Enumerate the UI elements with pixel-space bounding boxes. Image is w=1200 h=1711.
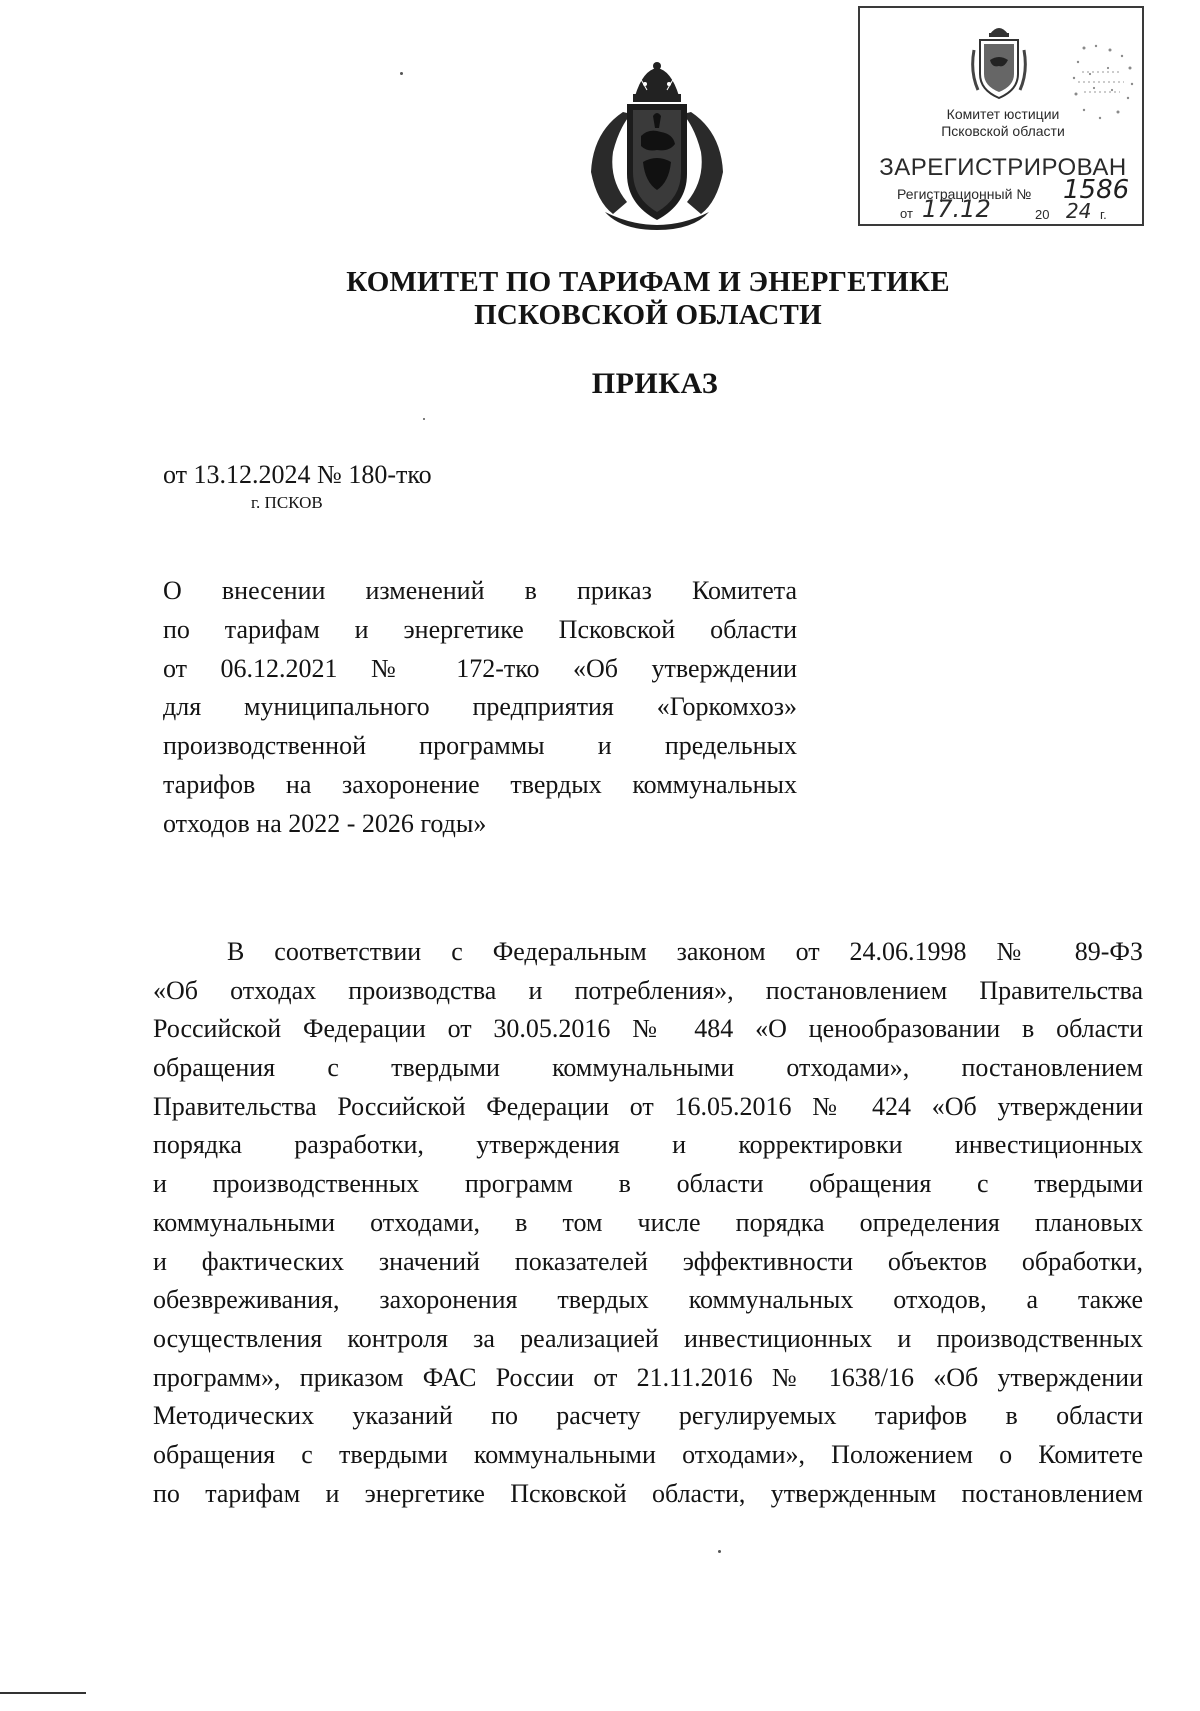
body-line: Правительства Российской Федерации от 16.05.2016 № 424 «Об утверждении	[153, 1091, 1143, 1121]
org-title-line2: ПСКОВСКОЙ ОБЛАСТИ	[474, 299, 822, 331]
scan-speck	[718, 1550, 721, 1553]
body-line: Российской Федерации от 30.05.2016 № 484 «О ценообразовании в области	[153, 1014, 1143, 1044]
stamp-year-suffix: г.	[1100, 207, 1107, 222]
scan-speck	[423, 418, 425, 420]
subject-line: по тарифам и энергетике Псковской области	[163, 614, 797, 644]
body-line: программ», приказом ФАС России от 21.11.2016 № 1638/16 «Об утверждении	[153, 1362, 1143, 1392]
body-line: обращения с твердыми коммунальными отходами», постановлением	[153, 1053, 1143, 1083]
stamp-emblem-icon	[970, 20, 1028, 104]
stamp-year-prefix: 20	[1035, 207, 1050, 222]
body-line: обезвреживания, захоронения твердых коммунальных отходов, а также	[153, 1285, 1143, 1315]
coat-of-arms-emblem	[583, 62, 731, 232]
subject-line: отходов на 2022 - 2026 годы»	[163, 808, 487, 838]
stamp-year-handwritten: 24	[1066, 199, 1092, 223]
body-line: В соответствии с Федеральным законом от 24.06.1998 № 89-ФЗ	[227, 937, 1143, 966]
body-line: Методических указаний по расчету регулируемых тарифов в области	[153, 1401, 1143, 1431]
body-line: и фактических значений показателей эффективности объектов обработки,	[153, 1246, 1143, 1276]
stamp-status: ЗАРЕГИСТРИРОВАН	[879, 154, 1127, 181]
body-line: порядка разработки, утверждения и корректировки инвестиционных	[153, 1130, 1143, 1160]
body-paragraph	[153, 933, 1143, 1513]
scan-speck	[400, 72, 403, 75]
subject-line: для муниципального предприятия «Горкомхоз»	[163, 692, 797, 722]
body-line: осуществления контроля за реализацией инвестиционных и производственных	[153, 1323, 1143, 1353]
stamp-org-line2: Псковской области	[941, 123, 1065, 139]
body-line: по тарифам и энергетике Псковской области, утвержденным постановлением	[153, 1478, 1143, 1508]
stamp-reg-number: 1586	[1063, 175, 1130, 205]
registration-stamp	[858, 6, 1144, 226]
footer-rule	[0, 1692, 86, 1694]
stamp-org-line1: Комитет юстиции	[946, 106, 1060, 122]
subject-line: от 06.12.2021 № 172-тко «Об утверждении	[163, 653, 797, 683]
stamp-date-prefix: от	[900, 206, 913, 221]
body-line: коммунальными отходами, в том числе порядка определения плановых	[153, 1207, 1143, 1237]
order-date-number: от 13.12.2024 № 180-тко	[163, 460, 432, 489]
body-line: и производственных программ в области обращения с твердыми	[153, 1169, 1143, 1199]
stamp-reg-label: Регистрационный №	[897, 186, 1032, 202]
body-line: «Об отходах производства и потребления», постановлением Правительства	[153, 975, 1143, 1005]
order-subject	[163, 572, 797, 844]
subject-line: производственной программы и предельных	[163, 731, 797, 761]
stamp-date-value: 17.12	[922, 195, 991, 223]
body-line: обращения с твердыми коммунальными отходами», Положением о Комитете	[153, 1439, 1143, 1469]
subject-line: О внесении изменений в приказ Комитета	[163, 576, 797, 605]
document-type-heading: ПРИКАЗ	[591, 367, 719, 400]
subject-line: тарифов на захоронение твердых коммунальных	[163, 769, 797, 799]
org-title-line1: КОМИТЕТ ПО ТАРИФАМ И ЭНЕРГЕТИКЕ	[346, 266, 950, 298]
order-city: г. ПСКОВ	[251, 493, 323, 512]
